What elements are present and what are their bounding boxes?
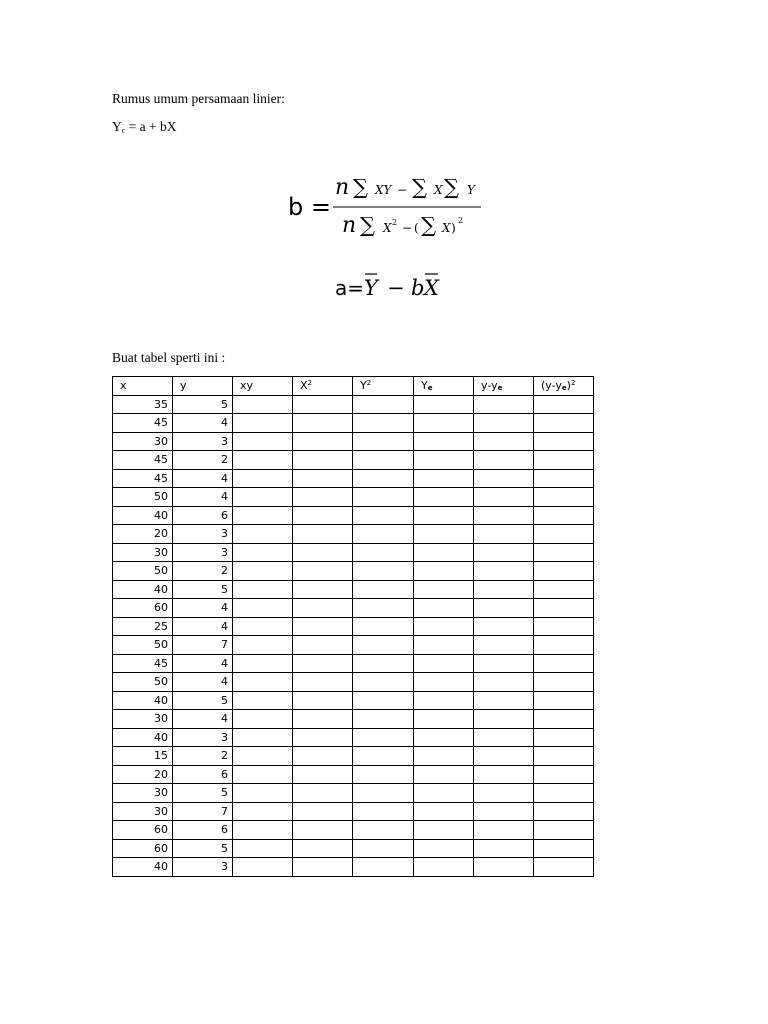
cell-y: 3 [173,858,233,877]
empty-cell [474,747,534,766]
cell-y: 4 [173,469,233,488]
table-row [113,414,594,433]
empty-cell [293,543,353,562]
empty-cell [534,488,594,507]
empty-cell [534,506,594,525]
empty-cell [414,673,474,692]
cell-x: 40 [113,728,173,747]
empty-cell [353,691,414,710]
empty-cell [233,802,293,821]
empty-cell [414,765,474,784]
cell-x: 30 [113,802,173,821]
table-row [113,451,594,470]
cell-y: 4 [173,414,233,433]
cell-y: 4 [173,488,233,507]
empty-cell [353,562,414,581]
column-header-label: y [180,379,187,393]
cell-x: 45 [113,654,173,673]
den-sigma-2: ∑ [421,213,436,237]
empty-cell [353,543,414,562]
empty-cell [293,765,353,784]
empty-cell [293,728,353,747]
empty-cell [474,395,534,414]
empty-cell [414,506,474,525]
empty-cell [414,617,474,636]
column-header-superscript: 2 [570,379,576,388]
table-row [113,543,594,562]
empty-cell [233,691,293,710]
cell-x: 40 [113,691,173,710]
x-bar-symbol: X [424,276,439,300]
cell-y: 6 [173,821,233,840]
empty-cell [293,432,353,451]
cell-x: 35 [113,395,173,414]
empty-cell [353,525,414,544]
empty-cell [353,469,414,488]
empty-cell [414,821,474,840]
a-lhs: a= [335,276,365,300]
empty-cell [293,617,353,636]
cell-y: 3 [173,728,233,747]
empty-cell [233,525,293,544]
table-row [113,710,594,729]
cell-x: 40 [113,580,173,599]
table-body [113,395,594,876]
empty-cell [293,580,353,599]
empty-cell [414,488,474,507]
den-close-paren: ) [451,221,456,235]
empty-cell [414,747,474,766]
empty-cell [293,395,353,414]
empty-cell [414,691,474,710]
table-row [113,525,594,544]
empty-cell [534,784,594,803]
empty-cell [534,747,594,766]
yc-subscript: c [121,126,126,135]
empty-cell [233,858,293,877]
den-square: 2 [392,218,398,227]
empty-cell [353,673,414,692]
b-lhs: b = [288,193,331,221]
empty-cell [474,654,534,673]
table-row [113,506,594,525]
den-square-outer: 2 [458,216,464,225]
column-header-label: Y [360,379,367,393]
empty-cell [414,636,474,655]
empty-cell [293,821,353,840]
empty-cell [233,654,293,673]
empty-cell [534,691,594,710]
empty-cell [534,599,594,618]
empty-cell [474,543,534,562]
cell-y: 7 [173,802,233,821]
den-x-inner: X [442,221,451,235]
empty-cell [414,451,474,470]
empty-cell [534,414,594,433]
empty-cell [474,858,534,877]
y-bar-symbol: Y [364,276,378,300]
empty-cell [474,765,534,784]
cell-x: 60 [113,839,173,858]
num-minus: − [397,183,408,197]
empty-cell [233,821,293,840]
cell-y: 3 [173,543,233,562]
empty-cell [353,395,414,414]
empty-cell [353,599,414,618]
empty-cell [233,395,293,414]
empty-cell [414,543,474,562]
linear-equation [112,119,177,139]
num-sigma-3: ∑ [444,175,459,199]
empty-cell [353,710,414,729]
column-header-superscript: 2 [366,379,372,388]
empty-cell [293,469,353,488]
empty-cell [474,488,534,507]
cell-y: 5 [173,784,233,803]
empty-cell [474,784,534,803]
cell-y: 6 [173,506,233,525]
empty-cell [353,728,414,747]
column-header [353,377,414,396]
empty-cell [233,599,293,618]
empty-cell [233,488,293,507]
table-row [113,673,594,692]
empty-cell [353,802,414,821]
empty-cell [474,821,534,840]
empty-cell [293,691,353,710]
slope-formula [286,170,486,240]
empty-cell [233,839,293,858]
empty-cell [414,728,474,747]
empty-cell [414,858,474,877]
column-header [233,377,293,396]
cell-x: 30 [113,432,173,451]
column-header [113,377,173,396]
cell-y: 7 [173,636,233,655]
empty-cell [293,802,353,821]
cell-y: 4 [173,654,233,673]
empty-cell [233,432,293,451]
empty-cell [474,599,534,618]
empty-cell [414,599,474,618]
yc-symbol: Y [112,119,122,134]
table-row [113,599,594,618]
empty-cell [293,562,353,581]
empty-cell [534,469,594,488]
empty-cell [534,617,594,636]
equation-rhs: = a + bX [125,119,177,134]
column-header-subscript: e [497,384,503,393]
empty-cell [534,580,594,599]
a-minus: − [387,276,405,300]
cell-y: 4 [173,673,233,692]
column-header [173,377,233,396]
empty-cell [293,839,353,858]
den-x: X [383,221,392,235]
column-header [534,377,594,396]
cell-x: 40 [113,506,173,525]
empty-cell [414,562,474,581]
empty-cell [293,414,353,433]
column-header-label: (y-y [541,379,562,393]
empty-cell [474,636,534,655]
den-sigma-1: ∑ [360,213,375,237]
column-header-tail: ) [566,379,571,393]
den-minus: − [402,221,413,235]
empty-cell [233,543,293,562]
empty-cell [353,839,414,858]
empty-cell [534,673,594,692]
cell-x: 15 [113,747,173,766]
column-header [474,377,534,396]
empty-cell [353,451,414,470]
empty-cell [534,839,594,858]
table-row [113,488,594,507]
cell-y: 5 [173,395,233,414]
empty-cell [233,414,293,433]
empty-cell [293,654,353,673]
empty-cell [233,506,293,525]
table-row [113,691,594,710]
cell-x: 60 [113,599,173,618]
empty-cell [353,506,414,525]
empty-cell [293,488,353,507]
empty-cell [474,691,534,710]
empty-cell [353,821,414,840]
empty-cell [233,562,293,581]
empty-cell [414,580,474,599]
column-header-subscript: e [427,384,433,393]
cell-y: 4 [173,617,233,636]
column-header-label: xy [240,379,254,393]
b-symbol: b [411,276,425,300]
cell-x: 30 [113,710,173,729]
cell-y: 4 [173,599,233,618]
empty-cell [474,562,534,581]
empty-cell [293,673,353,692]
empty-cell [474,506,534,525]
cell-x: 45 [113,451,173,470]
cell-y: 2 [173,747,233,766]
empty-cell [534,802,594,821]
empty-cell [353,488,414,507]
num-xy: XY [375,183,392,197]
empty-cell [353,617,414,636]
table-row [113,839,594,858]
num-sigma-2: ∑ [412,175,427,199]
cell-x: 30 [113,543,173,562]
cell-x: 30 [113,784,173,803]
empty-cell [233,747,293,766]
column-header-label: Y [421,379,428,393]
column-header-label: X [300,379,308,393]
empty-cell [353,784,414,803]
empty-cell [293,599,353,618]
empty-cell [233,728,293,747]
empty-cell [293,506,353,525]
empty-cell [534,710,594,729]
table-row [113,580,594,599]
empty-cell [474,617,534,636]
cell-x: 20 [113,525,173,544]
cell-x: 50 [113,562,173,581]
empty-cell [353,580,414,599]
empty-cell [534,858,594,877]
empty-cell [353,654,414,673]
empty-cell [534,525,594,544]
empty-cell [534,432,594,451]
table-row [113,858,594,877]
cell-y: 3 [173,525,233,544]
empty-cell [534,543,594,562]
column-header-label: y-y [481,379,498,393]
intro-text: Rumus umum persamaan linier: [112,91,285,106]
empty-cell [414,414,474,433]
table-header-row [113,377,594,396]
empty-cell [474,710,534,729]
empty-cell [414,469,474,488]
empty-cell [353,858,414,877]
empty-cell [293,636,353,655]
cell-y: 5 [173,580,233,599]
num-y: Y [467,183,475,197]
empty-cell [293,525,353,544]
empty-cell [534,728,594,747]
table-row [113,784,594,803]
empty-cell [474,839,534,858]
empty-cell [233,636,293,655]
empty-cell [534,636,594,655]
empty-cell [534,821,594,840]
cell-y: 2 [173,451,233,470]
empty-cell [293,747,353,766]
empty-cell [534,654,594,673]
column-header-subscript: e [561,384,567,393]
cell-x: 60 [113,821,173,840]
cell-x: 50 [113,673,173,692]
empty-cell [353,414,414,433]
cell-y: 2 [173,562,233,581]
cell-y: 3 [173,432,233,451]
empty-cell [474,673,534,692]
empty-cell [534,451,594,470]
empty-cell [293,451,353,470]
intercept-formula [333,270,453,304]
empty-cell [414,432,474,451]
empty-cell [474,432,534,451]
cell-y: 4 [173,710,233,729]
table-row [113,562,594,581]
table-row [113,395,594,414]
empty-cell [233,451,293,470]
den-n: n [342,213,357,238]
empty-cell [353,765,414,784]
table-row [113,747,594,766]
num-x: X [434,183,443,197]
empty-cell [233,617,293,636]
empty-cell [293,784,353,803]
table-row [113,636,594,655]
cell-y: 6 [173,765,233,784]
empty-cell [353,636,414,655]
data-table [112,376,594,877]
empty-cell [414,395,474,414]
instruction-text: Buat tabel sperti ini : [112,350,226,365]
table-row [113,821,594,840]
column-header [414,377,474,396]
empty-cell [414,525,474,544]
empty-cell [474,414,534,433]
empty-cell [414,802,474,821]
cell-x: 50 [113,636,173,655]
empty-cell [414,654,474,673]
table-row [113,728,594,747]
table-row [113,654,594,673]
empty-cell [233,580,293,599]
cell-x: 45 [113,469,173,488]
empty-cell [233,673,293,692]
empty-cell [293,710,353,729]
den-open-paren: ( [414,221,419,235]
empty-cell [293,858,353,877]
column-header [293,377,353,396]
cell-y: 5 [173,691,233,710]
empty-cell [233,765,293,784]
empty-cell [353,432,414,451]
table-row [113,432,594,451]
table-row [113,617,594,636]
empty-cell [353,747,414,766]
empty-cell [414,784,474,803]
empty-cell [474,469,534,488]
column-header-superscript: 2 [307,379,313,388]
cell-x: 50 [113,488,173,507]
table-row [113,802,594,821]
empty-cell [233,710,293,729]
empty-cell [414,710,474,729]
empty-cell [534,562,594,581]
column-header-label: x [120,379,127,393]
table-row [113,765,594,784]
empty-cell [474,451,534,470]
empty-cell [474,580,534,599]
empty-cell [474,525,534,544]
num-n: n [335,175,350,200]
empty-cell [233,784,293,803]
empty-cell [414,839,474,858]
cell-x: 25 [113,617,173,636]
empty-cell [534,395,594,414]
cell-x: 45 [113,414,173,433]
cell-y: 5 [173,839,233,858]
empty-cell [233,469,293,488]
cell-x: 20 [113,765,173,784]
empty-cell [534,765,594,784]
empty-cell [474,802,534,821]
num-sigma-1: ∑ [353,175,368,199]
table-row [113,469,594,488]
cell-x: 40 [113,858,173,877]
empty-cell [474,728,534,747]
